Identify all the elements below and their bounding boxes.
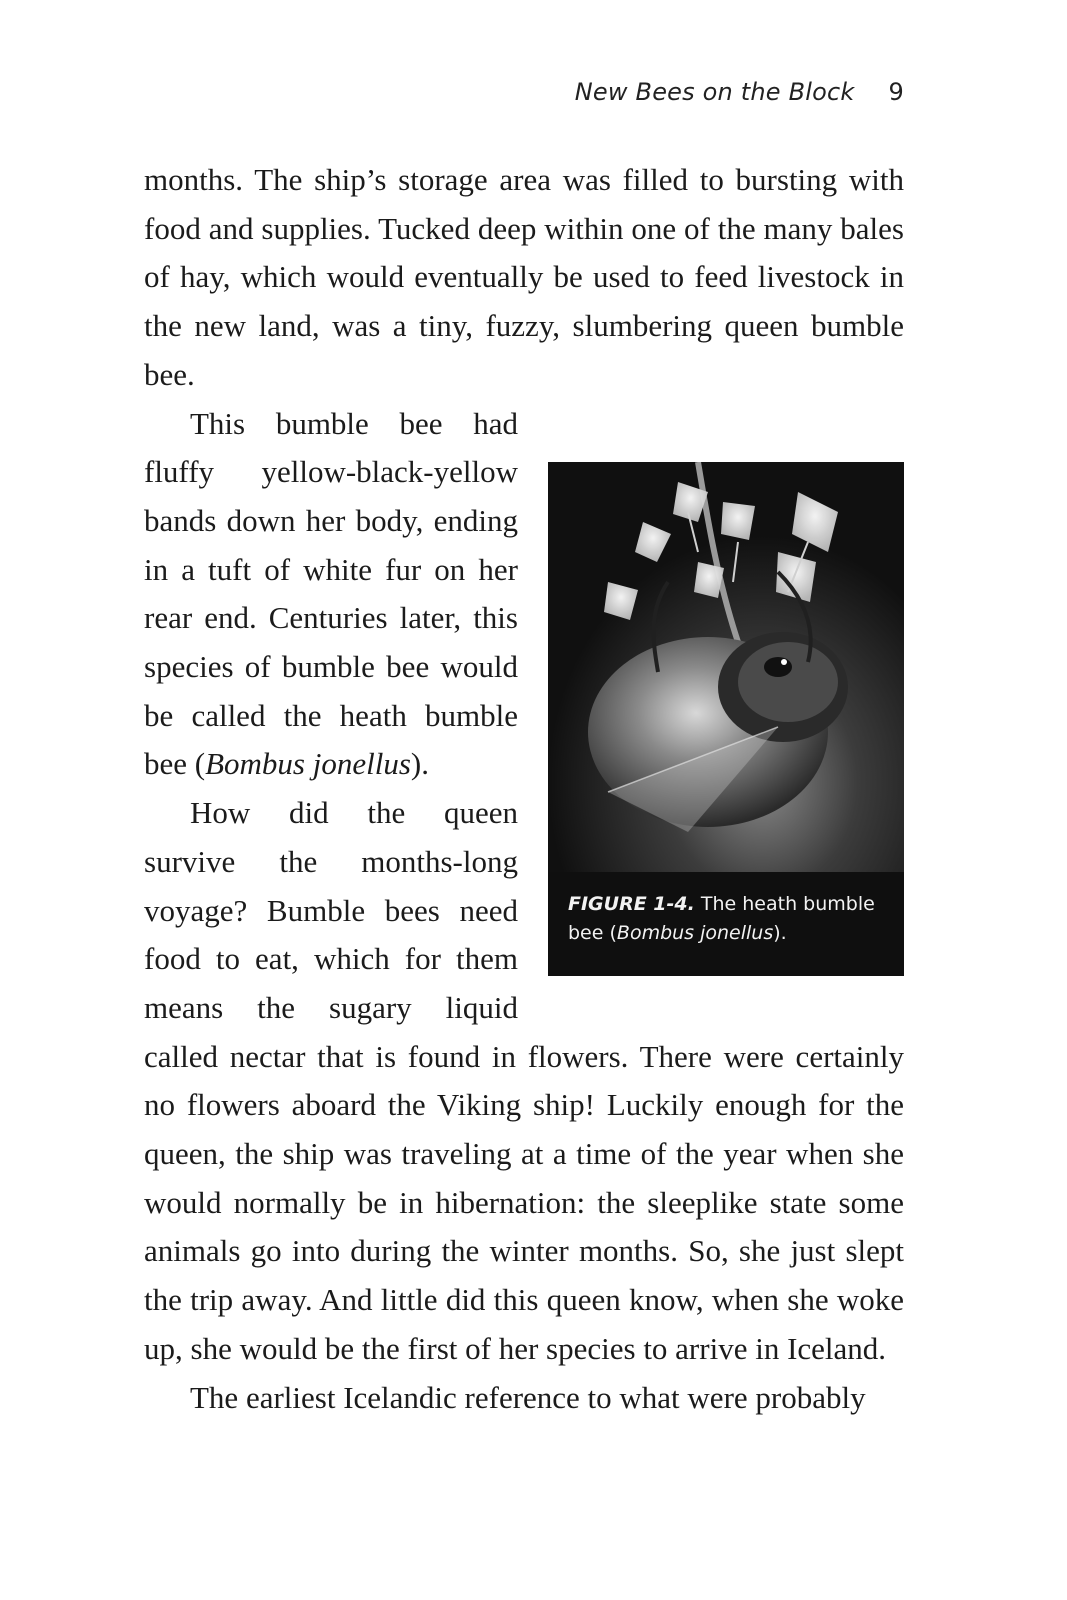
- paragraph-3: How did the queen survive the months-long voyage? Bumble bees need food to eat, which for them means the sugary liquid called nectar that is found in flowers. There were certainly no flowers aboard the Viking ship! Luckily enough for the queen, the ship was traveling at a time of the year when she would normally be in hibernation: the sleeplike state some animals go into during the winter months. So, she just slept the trip away. And little did this queen know, when she woke up, she would be the first of her species to arrive in Iceland.: [144, 795, 904, 1366]
- caption-end: ).: [773, 921, 787, 944]
- figure-1-4: [548, 462, 904, 976]
- paragraph-1: months. The ship’s storage area was filled to bursting with food and supplies. Tucked deep within one of the many bales of hay, which would eventually be used to feed livestock in the new land, was a tiny, fuzzy, slumbering queen bumble bee.: [144, 162, 904, 392]
- paragraph-2-species: Bombus jonellus: [205, 746, 411, 782]
- bumble-bee-illustration: [548, 462, 904, 872]
- figure-caption: [568, 890, 888, 948]
- paragraph-2-end: ).: [410, 746, 429, 782]
- caption-species: Bombus jonellus: [616, 921, 774, 944]
- paragraph-4: The earliest Icelandic reference to what were probably: [190, 1379, 866, 1415]
- body-text: [144, 156, 904, 1422]
- caption-text: The heath bumble bee (: [568, 892, 875, 944]
- page-number: 9: [888, 78, 904, 106]
- figure-label: FIGURE 1-4.: [568, 892, 695, 915]
- running-title: New Bees on the Block: [574, 78, 855, 106]
- bumble-bee-photo: [548, 462, 904, 872]
- running-head: [575, 78, 904, 106]
- paragraph-2-text-b: This bumble bee had fluffy yellow-black-yellow bands down her body, ending in a tuft of white fur on her rear end. Centuries later, this species of bumble bee would be called the heath bumble bee (: [144, 405, 518, 782]
